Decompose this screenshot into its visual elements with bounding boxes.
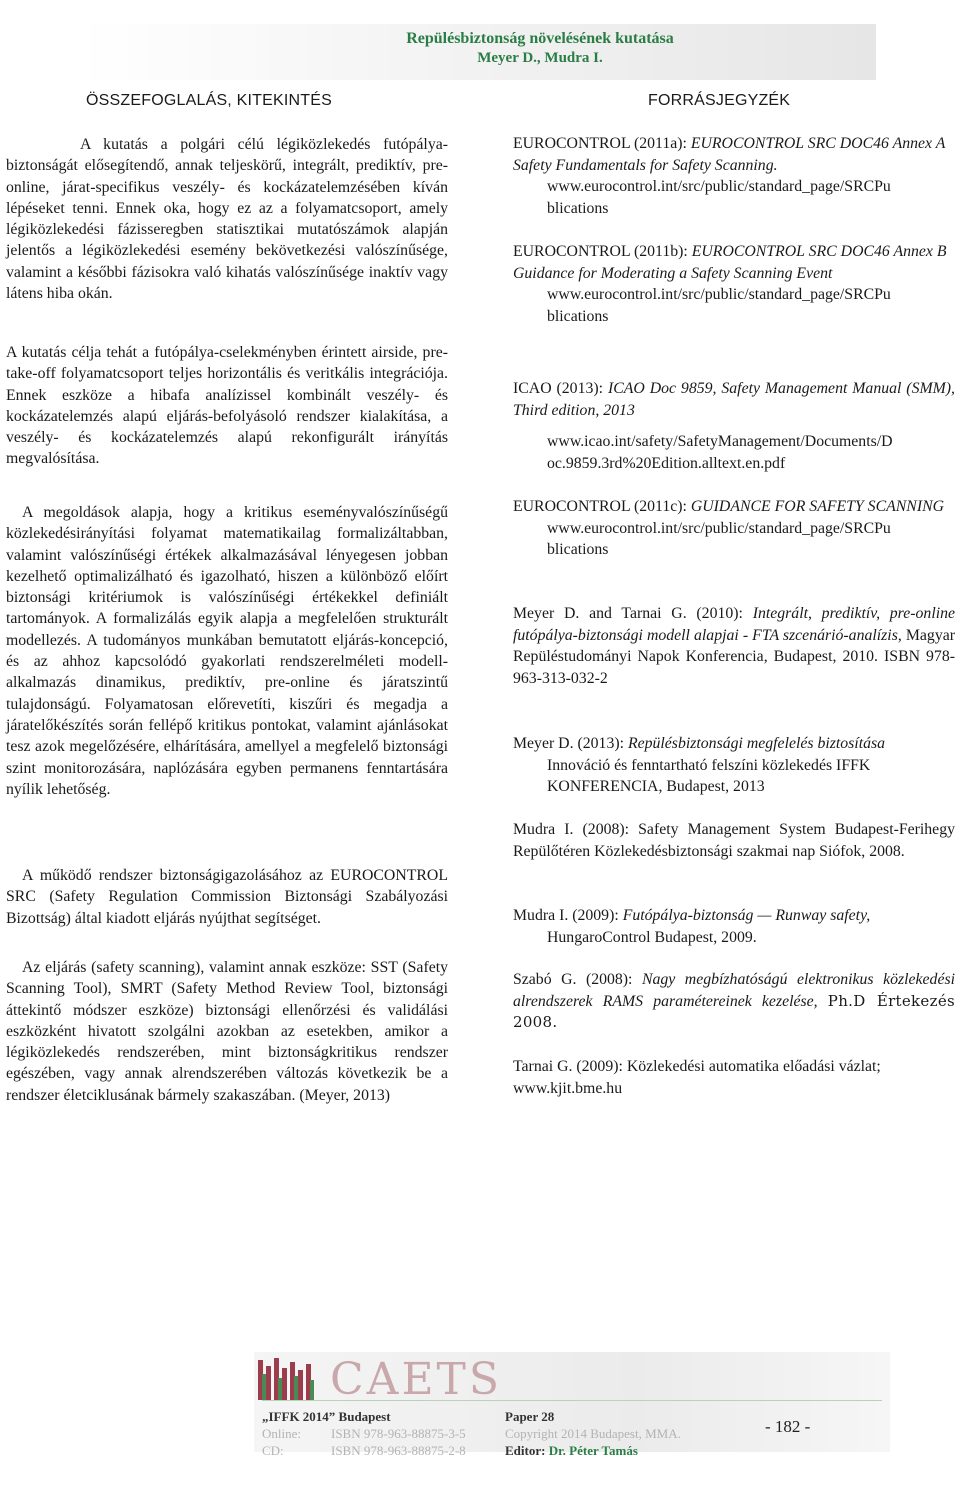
caets-logo-text: CAETS [330, 1354, 503, 1405]
reference-author: EUROCONTROL (2011c): [513, 498, 691, 515]
reference-item [513, 733, 955, 798]
paragraph: A működő rendszer biztonságigazolásához az EUROCONTROL SRC (Safety Regulation Commission Biztonsági Szabályozási Bizottság) által kiadott eljárás nyújthat segítséget. [6, 867, 448, 927]
reference-detail: Ph.D Értekezés 2008. [513, 991, 955, 1031]
reference-detail: HungaroControl Budapest, 2009. [547, 928, 757, 946]
reference-title: Repülésbiztonsági megfelelés biztosítása [627, 735, 886, 752]
reference-detail: Innováció és fenntartható felszíni közlekedés IFFK KONFERENCIA, Budapest, 2013 [547, 756, 871, 795]
reference-author: EUROCONTROL (2011b): [513, 243, 692, 260]
reference-item [513, 819, 955, 862]
page-number: - 182 - [765, 1417, 811, 1436]
running-authors: Meyer D., Mudra I. [477, 50, 603, 66]
footer-cd-isbn: ISBN 978-963-88875-2-8 [331, 1443, 466, 1458]
reference-author: Mudra I. (2008): [513, 821, 639, 838]
reference-item [513, 241, 955, 327]
reference-title: GUIDANCE FOR SAFETY SCANNING [690, 498, 945, 515]
section-title-summary: ÖSSZEFOGLALÁS, KITEKINTÉS [86, 92, 332, 109]
reference-title: Nagy megbízhatóságú elektronikus közlekedési alrendszerek RAMS paramétereinek kezelése, [513, 971, 955, 1010]
footer-online-isbn: ISBN 978-963-88875-3-5 [331, 1426, 466, 1441]
reference-item [513, 969, 955, 1034]
reference-link[interactable]: www.icao.int/safety/SafetyManagement/Documents/D oc.9859.3rd%20Edition.alltext.en.pdf [547, 433, 893, 472]
footer-editor [505, 1442, 638, 1459]
reference-detail: Safety Management System Budapest-Ferihegy Repülőtéren Közlekedésbiztonsági szakmai nap Siófok, 2008. [513, 821, 955, 860]
reference-link[interactable]: www.eurocontrol.int/src/public/standard_page/SRCPu blications [547, 519, 891, 558]
reference-author: Meyer D. (2013): [513, 735, 628, 752]
running-title: Repülésbiztonság növelésének kutatása [406, 30, 674, 47]
reference-item [513, 905, 955, 948]
reference-author: Tarnai G. (2009): [513, 1058, 627, 1075]
reference-author: ICAO (2013): [513, 380, 608, 397]
reference-detail: Közlekedési automatika előadási vázlat; www.kjit.bme.hu [513, 1058, 881, 1097]
reference-item [513, 496, 955, 561]
footer-cd-label: CD: [262, 1443, 284, 1458]
footer-editor-name: Dr. Péter Tamás [548, 1443, 638, 1458]
reference-title: Integrált, prediktív, pre-online futópálya-biztonsági modell alapjai - FTA szcenárió-analízis [513, 605, 956, 644]
paragraph: A kutatás a polgári célú légiközlekedés futópálya-biztonságát elősegítendő, annak teljeskörű, integrált, prediktív, pre-online, járat-specifikus veszély- és kockázatelemzésében kíván lépéseket tenni. Ennek oka, hogy ez az a folyamatcsoport, amely légiközlekedési fázisseregben statisztikai mutatószámok alapján jelentős a légiközlekedési esemény bekövetkezési valószínűsége, valamint a későbbi fázisokra való kihatás valószínűsége inaktív vagy látens hiba okán. [6, 136, 448, 303]
reference-author: Meyer D. and Tarnai G. (2010): [513, 605, 753, 622]
reference-author: EUROCONTROL (2011a): [513, 135, 691, 152]
footer-copyright: Copyright 2014 Budapest, MMA. [505, 1426, 681, 1441]
reference-detail: , Magyar Repüléstudományi Napok Konferencia, Budapest, 2010. ISBN 978-963-313-032-2 [513, 626, 955, 687]
caets-logo-icon [256, 1356, 320, 1404]
reference-item [513, 378, 955, 474]
reference-title: ICAO Doc 9859, Safety Management Manual (SMM), Third edition, 2013 [513, 380, 955, 419]
paragraph: A kutatás célja tehát a futópálya-cselekményben érintett airside, pre-take-off folyamatcsoport teljes horizontális és veritkális integrációja. Ennek eszköze a hibafa analízissel kombinált veszély- és kockázatelemzés alapú eljárás-befolyásoló rendszer kialakítása, a veszély- és kockázatelemzés alapú rekonfigurált irányítás megvalósítása. [6, 344, 448, 468]
footer-editor-label: Editor: [505, 1443, 549, 1458]
reference-author: Szabó G. (2008): [513, 971, 642, 988]
section-title-references: FORRÁSJEGYZÉK [648, 92, 791, 109]
reference-title: EUROCONTROL SRC DOC46 Annex A Safety Fundamentals for Safety Scanning. [513, 135, 946, 174]
reference-item [513, 133, 955, 219]
reference-link[interactable]: www.eurocontrol.int/src/public/standard_page/SRCPu blications [547, 178, 891, 217]
paragraph: A megoldások alapja, hogy a kritikus eseményvalószínűségű közlekedésirányítási folyamat matematikailag formalizáltabban, valamint valószínűségi értékek alkalmazásával lényegesen jobban kezelhető optimalizálható és igazolható, hiszen a különböző előírt biztonsági kritériumok is valószínűségi értékekkel definiált tartományok. A formalizálás egyik alapja a megfelelően strukturált modellezés. A tudományos munkában bemutatott eljárás-koncepció, és az ahhoz kapcsolódó gyakorlati rendszerelméleti modell-alkalmazás dinamikus, prediktív, pre-online és járatszintű tulajdonságú. Folyamatosan előrevetíti, kiszűri és megadja a járatelőkészítés során fellépő kritikus pontokat, valamint ajánlásokat tesz azok megelőzésére, elhárítására, amellyel a megfelelő biztonsági szint monitorozására, naplózására egyben permanens fenntartására nyílik lehetőség. [6, 504, 448, 798]
reference-link[interactable]: www.eurocontrol.int/src/public/standard_page/SRCPu blications [547, 286, 891, 325]
footer-divider [262, 1400, 882, 1401]
paragraph: Az eljárás (safety scanning), valamint annak eszköze: SST (Safety Scanning Tool), SMRT (Safety Method Review Tool, biztonsági áttekintő módszer eszköze) biztonsági ellenőrzési és validálási eszközként hivatott szolgálni azokban az esetekben, amikor a légiközlekedés rendszerében, mint biztonságkritikus rendszer egészében, vagy annak alrendszerében változás következik be a rendszer életciklusának bármely szakaszában. (Meyer, 2013) [6, 959, 448, 1104]
footer-online-label: Online: [262, 1426, 301, 1441]
reference-title: Futópálya-biztonság — Runway safety, [622, 907, 871, 924]
reference-author: Mudra I. (2009): [513, 907, 623, 924]
reference-item [513, 603, 955, 689]
reference-title: EUROCONTROL SRC DOC46 Annex B Guidance for Moderating a Safety Scanning Event [513, 243, 947, 282]
reference-item [513, 1056, 955, 1099]
footer-paper-number: Paper 28 [505, 1409, 555, 1424]
footer-conference: „IFFK 2014” Budapest [262, 1409, 391, 1424]
